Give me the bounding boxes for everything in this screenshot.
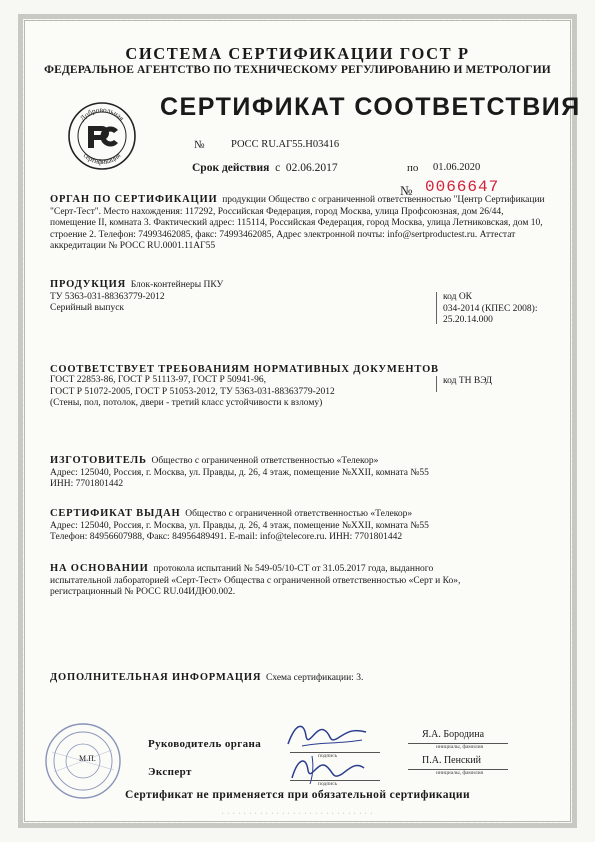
agency-title: ФЕДЕРАЛЬНОЕ АГЕНТСТВО ПО ТЕХНИЧЕСКОМУ РЕГУЛИРОВАНИЮ И МЕТРОЛОГИИ [44, 64, 551, 76]
organ-section [50, 194, 550, 253]
issued-name: Общество с ограниченной ответственностью «Телекор» [185, 509, 413, 519]
svg-text:сертификация [82, 151, 123, 166]
logo-bottom-text: сертификация [81, 151, 123, 167]
certificate-number: РОСС RU.АГ55.Н03416 [231, 139, 340, 150]
basis-section [50, 563, 555, 599]
conformity-label: СООТВЕТСТВУЕТ ТРЕБОВАНИЯМ НОРМАТИВНЫХ ДОКУМЕНТОВ [50, 364, 439, 375]
manufacturer-name: Общество с ограниченной ответственностью «Телекор» [151, 456, 379, 466]
expert-name-caption: инициалы, фамилия [436, 770, 484, 776]
basis-line1: протокола испытаний № 549-05/10-СТ от 31.05.2017 года, выданного [153, 564, 434, 574]
number-symbol: № [194, 139, 205, 151]
conformity-line1: ГОСТ 22853-86, ГОСТ Р 51113-97, ГОСТ Р 50941-96, [50, 375, 266, 385]
system-title: СИСТЕМА СЕРТИФИКАЦИИ ГОСТ Р [125, 44, 470, 63]
head-name-caption: инициалы, фамилия [436, 744, 484, 750]
footer-note: Сертификат не применяется при обязательной сертификации [125, 789, 470, 801]
organ-text: продукции Общество с ограниченной ответственностью "Центр Сертификации "Серт-Тест". Место нахождения: 117292, Российская Федерация, город Москва, улица Профсоюзная, дом 26/44, помещение II, комната 3. Фактический адрес: 115114, Российская Федерация, город Москва, улица Летниковская, дом 10, строение 2. Телефон: 74993462085, факс: 74993462085, Адрес электронной почты: info@sertproductest.ru. Аттестат аккредитации № РОСС RU.0001.11АГ55 [50, 195, 545, 251]
okp-code-box [436, 292, 547, 324]
validity-label: Срок действия [192, 162, 270, 174]
basis-label: НА ОСНОВАНИИ [50, 563, 149, 574]
expert-signature-caption: подпись [318, 781, 338, 787]
stamp-label: М.П. [79, 754, 96, 763]
validity-period [192, 162, 338, 174]
footer-microtext: · · · · · · · · · · · · · · · · · · · · · · · · · · · · [221, 811, 374, 817]
serial-symbol: № [400, 183, 413, 198]
okp-code-line1: 034-2014 (КПЕС 2008): [443, 303, 538, 314]
validity-to-label: по [407, 162, 419, 174]
issued-address: Адрес: 125040, Россия, г. Москва, ул. Правды, д. 26, 4 этаж, помещение №XXII, комната №55 [50, 520, 429, 531]
validity-from: 02.06.2017 [285, 162, 338, 174]
extra-label: ДОПОЛНИТЕЛЬНАЯ ИНФОРМАЦИЯ [50, 672, 262, 683]
conformity-section [50, 364, 440, 410]
issued-contacts: Телефон: 84956607988, Факс: 84956489491. E-mail: info@telecore.ru. ИНН: 7701801442 [50, 532, 403, 542]
extra-info-section [50, 672, 555, 685]
expert-label: Эксперт [148, 766, 192, 778]
manufacturer-label: ИЗГОТОВИТЕЛЬ [50, 455, 147, 466]
basis-line3: регистрационный № РОСС RU.04ИДЮ0.002. [50, 587, 236, 597]
validity-to: 01.06.2020 [433, 162, 481, 173]
manufacturer-section [50, 455, 550, 491]
conformity-line3: (Стены, пол, потолок, двери - третий класс устойчивости к взлому) [50, 398, 323, 408]
organ-label: ОРГАН ПО СЕРТИФИКАЦИИ [50, 194, 218, 205]
head-label: Руководитель органа [148, 738, 262, 750]
product-serial: Серийный выпуск [50, 303, 125, 313]
issued-label: СЕРТИФИКАТ ВЫДАН [50, 508, 181, 519]
basis-line2: испытательной лабораторией «Серт-Тест» Общества с ограниченной ответственностью «Серт и Ко», [50, 575, 461, 586]
manufacturer-inn: ИНН: 7701801442 [50, 479, 124, 489]
manufacturer-address: Адрес: 125040, Россия, г. Москва, ул. Правды, д. 26, 4 этаж, помещение №XXII, комната №55 [50, 467, 429, 478]
certificate-title: СЕРТИФИКАТ СООТВЕТСТВИЯ [160, 93, 581, 121]
product-tu: ТУ 5363-031-88363779-2012 [50, 291, 165, 302]
tnved-label: код ТН ВЭД [443, 376, 493, 386]
validity-from-prefix: с [275, 162, 281, 174]
head-name: Я.А. Бородина [422, 729, 485, 740]
head-signature-caption: подпись [318, 753, 338, 759]
okp-code-label: код ОК [443, 292, 473, 302]
product-name: Блок-контейнеры ПКУ [130, 280, 224, 290]
tnved-code-box [436, 376, 547, 392]
conformity-line2: ГОСТ Р 51072-2005, ГОСТ Р 51053-2012, ТУ 5363-031-88363779-2012 [50, 386, 335, 397]
product-section [50, 279, 410, 315]
logo-top-text: Добровольная [78, 105, 126, 123]
okp-code-line2: 25.20.14.000 [443, 315, 493, 325]
serial-number: 0066647 [425, 178, 500, 196]
extra-text: Схема сертификации: 3. [265, 673, 364, 683]
issued-section [50, 508, 555, 544]
expert-name: П.А. Пенский [422, 755, 481, 766]
product-label: ПРОДУКЦИЯ [50, 279, 126, 290]
rst-logo [66, 100, 138, 172]
